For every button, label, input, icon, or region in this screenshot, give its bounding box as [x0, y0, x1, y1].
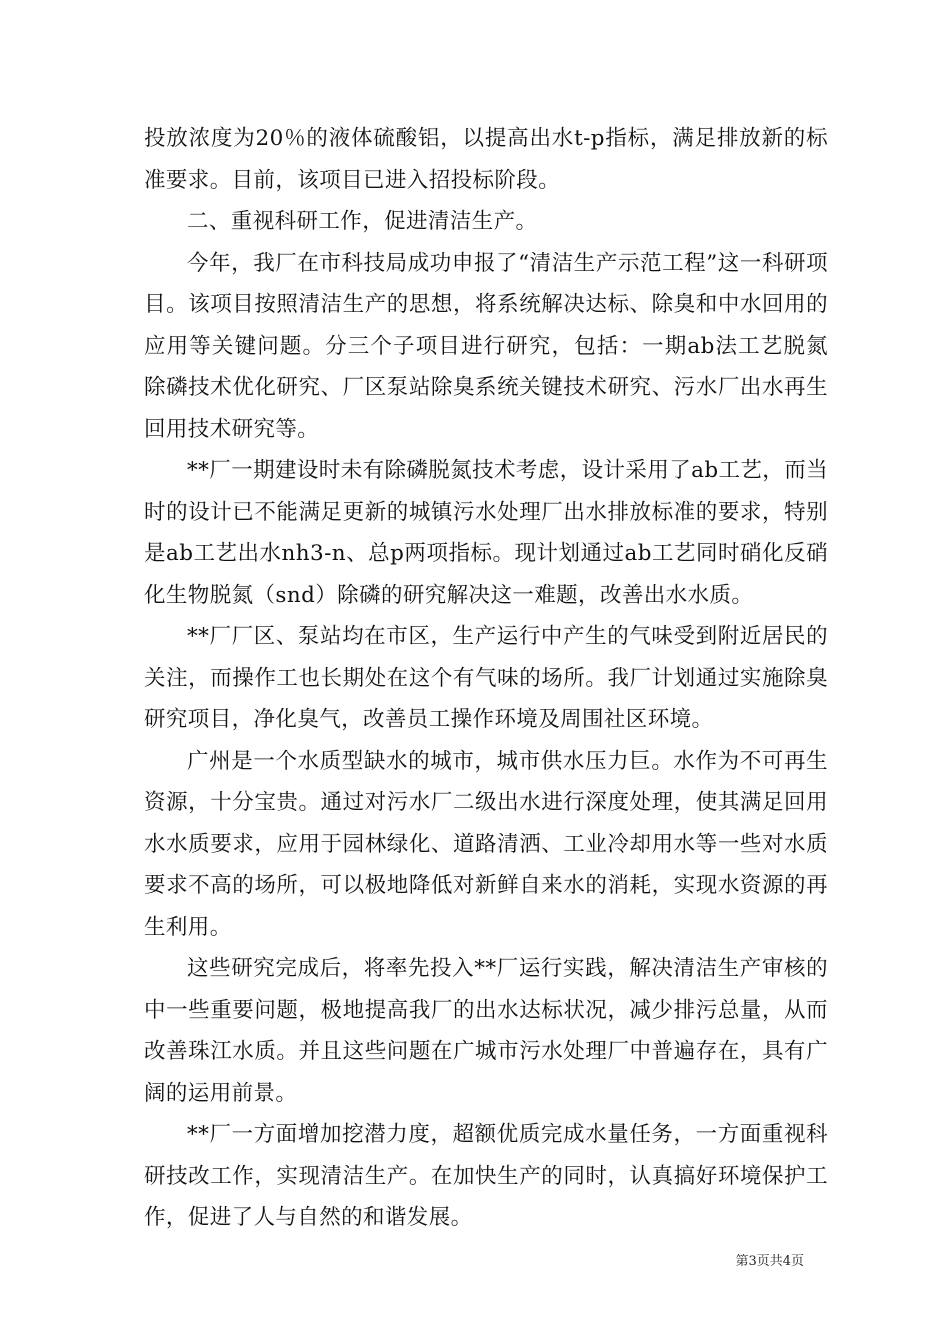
paragraph-ab-process: **厂一期建设时未有除磷脱氮技术考虑，设计采用了ab工艺，而当时的设计已不能满足更新的城镇污水处理厂出水排放标准的要求，特别是ab工艺出水nh3-n、总p两项指标。现计划通过ab工艺同时硝化反硝化生物脱氮（snd）除磷的研究解决这一难题，改善出水水质。 — [144, 458, 828, 608]
paragraph-continuation: 投放浓度为20％的液体硫酸铝，以提高出水t-p指标，满足排放新的标准要求。目前，该项目已进入招投标阶段。 — [144, 126, 828, 193]
paragraph-odor: **厂厂区、泵站均在市区，生产运行中产生的气味受到附近居民的关注，而操作工也长期处在这个有气味的场所。我厂计划通过实施除臭研究项目，净化臭气，改善员工操作环境及周围社区环境。 — [144, 624, 828, 732]
paragraph-research-project: 今年，我厂在市科技局成功申报了“清洁生产示范工程”这一科研项目。该项目按照清洁生产的思想，将系统解决达标、除臭和中水回用的应用等关键问题。分三个子项目进行研究，包括：一期ab法工艺脱氮除磷技术优化研究、厂区泵站除臭系统关键技术研究、污水厂出水再生回用技术研究等。 — [144, 250, 828, 442]
paragraph-summary: **厂一方面增加挖潜力度，超额优质完成水量任务，一方面重视科研技改工作，实现清洁生产。在加快生产的同时，认真搞好环境保护工作，促进了人与自然的和谐发展。 — [144, 1122, 828, 1230]
section-heading-2: 二、重视科研工作，促进清洁生产。 — [187, 209, 538, 234]
paragraph-water-reuse: 广州是一个水质型缺水的城市，城市供水压力巨。水作为不可再生资源，十分宝贵。通过对污水厂二级出水进行深度处理，使其满足回用水水质要求，应用于园林绿化、道路清洒、工业冷却用水等一些对水质要求不高的场所，可以极地降低对新鲜自来水的消耗，实现水资源的再生利用。 — [144, 748, 828, 940]
paragraph-outcome: 这些研究完成后，将率先投入**厂运行实践，解决清洁生产审核的中一些重要问题，极地提高我厂的出水达标状况，减少排污总量，从而改善珠江水质。并且这些问题在广城市污水处理厂中普遍存在，具有广阔的运用前景。 — [144, 956, 828, 1106]
document-body — [144, 118, 828, 1239]
page-number-footer: 第3页共4页 — [735, 1254, 804, 1269]
